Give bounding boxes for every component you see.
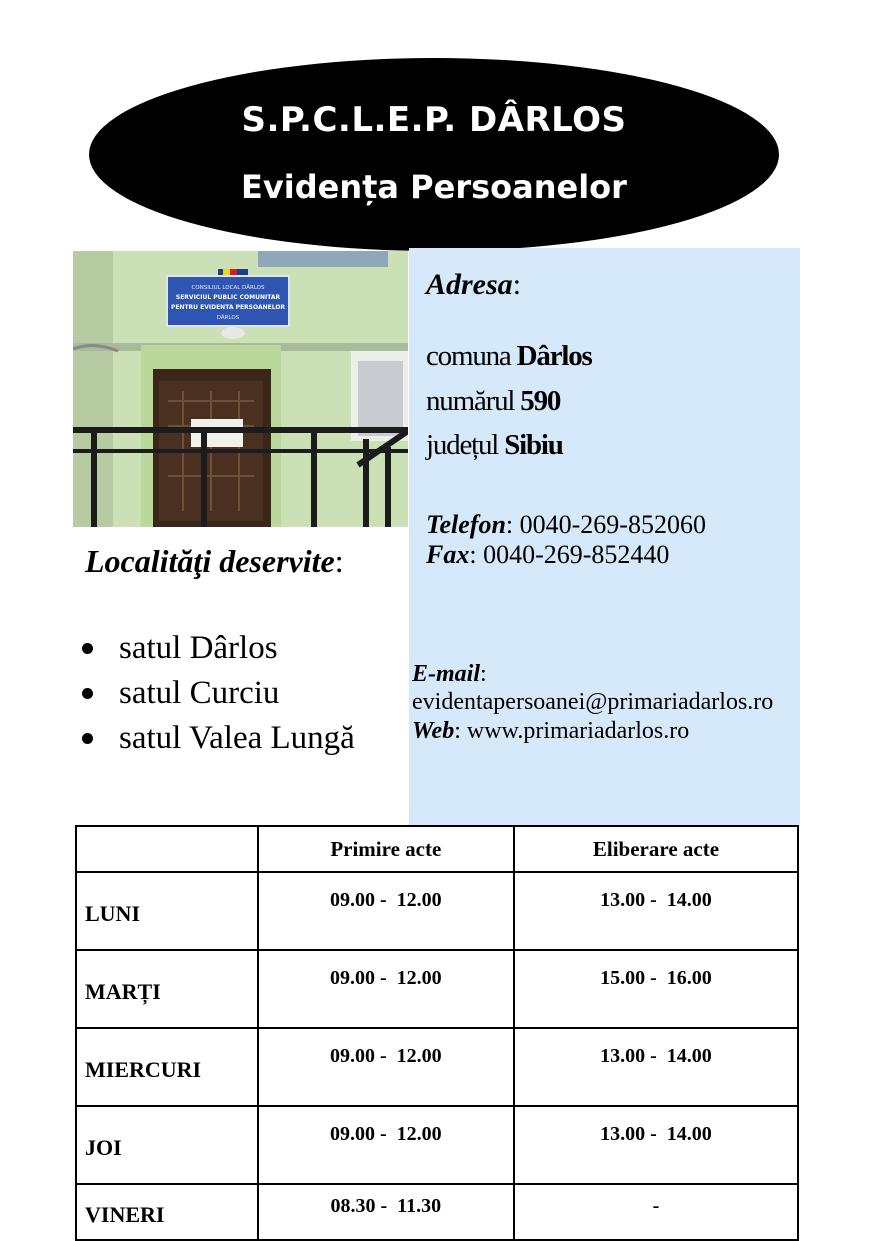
eliberare-cell: 13.00 - 14.00 [514,1106,798,1184]
list-item: satul Dârlos [78,626,355,671]
building-photo [73,251,408,527]
web-address[interactable]: : www.primariadarlos.ro [454,718,690,744]
day-cell: JOI [76,1106,258,1184]
table-header-row [76,826,798,872]
address-line-county: județul Sibiu [426,429,563,461]
sign-line-3: PENTRU EVIDENTA PERSOANELOR [170,304,286,311]
day-cell: VINERI [76,1184,258,1240]
day-cell: MIERCURI [76,1028,258,1106]
fax-line: Fax: 0040-269-852440 [426,540,670,569]
localities-list [78,626,355,761]
header-oval [89,58,779,251]
eliberare-cell: 13.00 - 14.00 [514,872,798,950]
contact-panel [409,248,800,826]
list-item: satul Valea Lungă [78,716,355,761]
page-subtitle: Evidența Persoanelor [241,168,627,206]
eliberare-cell: - [514,1184,798,1240]
building-entrance-illustration [73,251,408,527]
bullet-icon [82,643,93,654]
day-cell: LUNI [76,872,258,950]
primire-cell: 09.00 - 12.00 [258,1106,514,1184]
bullet-icon [82,733,93,744]
institution-sign [167,269,289,326]
bullet-icon [82,688,93,699]
table-row [76,1184,798,1240]
eliberare-cell: 13.00 - 14.00 [514,1028,798,1106]
localities-heading: Localităţi deservite: [85,543,344,579]
primire-cell: 09.00 - 12.00 [258,872,514,950]
address-heading: Adresa: [426,268,522,301]
address-line-number: numărul 590 [426,385,561,417]
header-primire: Primire acte [258,826,514,872]
email-label: E-mail: [412,661,487,687]
table-row [76,872,798,950]
page-title: S.P.C.L.E.P. DÂRLOS [241,100,627,140]
list-item: satul Curciu [78,671,355,716]
table-row [76,1028,798,1106]
web-line: Web: www.primariadarlos.ro [412,718,690,744]
primire-cell: 09.00 - 12.00 [258,1028,514,1106]
header-day [76,826,258,872]
table-row [76,1106,798,1184]
email-address[interactable]: evidentapersoanei@primariadarlos.ro [412,689,774,715]
phone-line: Telefon: 0040-269-852060 [426,510,706,539]
schedule-table [75,825,799,1241]
primire-cell: 08.30 - 11.30 [258,1184,514,1240]
day-cell: MARȚI [76,950,258,1028]
eliberare-cell: 15.00 - 16.00 [514,950,798,1028]
sign-line-1: CONSILIUL LOCAL DÂRLOS [191,285,265,291]
sign-line-2: SERVICIUL PUBLIC COMUNITAR [175,294,281,301]
table-row [76,950,798,1028]
address-line-commune: comuna Dârlos [426,340,592,372]
header-eliberare: Eliberare acte [514,826,798,872]
sign-line-4: DÂRLOS [216,315,240,321]
primire-cell: 09.00 - 12.00 [258,950,514,1028]
